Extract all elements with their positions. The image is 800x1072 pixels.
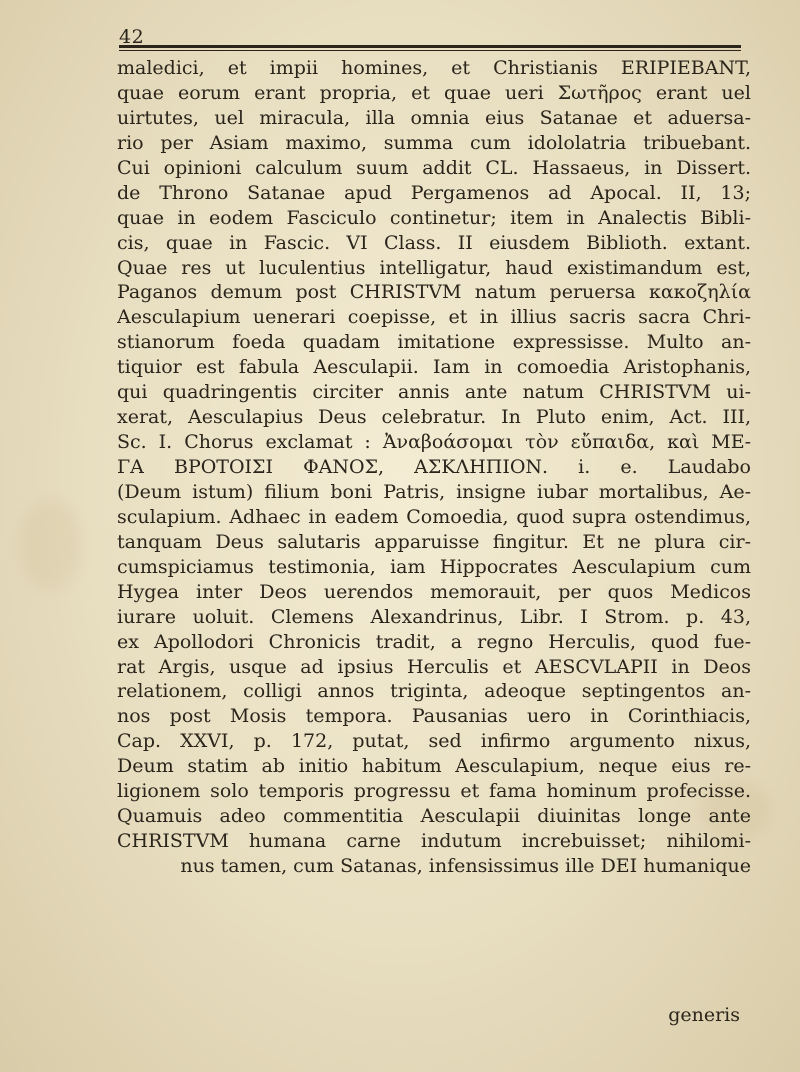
header-rule bbox=[119, 45, 741, 48]
text-line: (Deum istum) filium boni Patris, insigne iubar mortalibus, Ae- bbox=[117, 480, 751, 503]
text-line: qui quadringentis circiter annis ante natum CHRISTVM ui- bbox=[117, 381, 751, 404]
text-line: de Throno Satanae apud Pergamenos ad Apocal. II, 13; bbox=[117, 181, 751, 204]
text-line: stianorum foeda quadam imitatione expressisse. Multo an- bbox=[117, 331, 751, 354]
text-line: Deum statim ab initio habitum Aesculapium, neque eius re- bbox=[117, 755, 751, 778]
text-line: cumspiciamus testimonia, iam Hippocrates Aesculapium cum bbox=[117, 555, 751, 578]
text-line: quae in eodem Fasciculo continetur; item in Analectis Bibli- bbox=[117, 206, 751, 229]
text-line: rat Argis, usque ad ipsius Herculis et AESCVLAPII in Deos bbox=[117, 655, 751, 678]
text-line: iurare uoluit. Clemens Alexandrinus, Libr. I Strom. p. 43, bbox=[117, 605, 751, 628]
text-line: cis, quae in Fascic. VI Class. II eiusdem Biblioth. extant. bbox=[117, 231, 751, 254]
text-line: tiquior est fabula Aesculapii. Iam in comoedia Aristophanis, bbox=[117, 356, 751, 379]
text-line: Paganos demum post CHRISTVM natum peruersa κακοζηλία bbox=[117, 281, 751, 304]
text-line: Hygea inter Deos uerendos memorauit, per quos Medicos bbox=[117, 580, 751, 603]
text-line: xerat, Aesculapius Deus celebratur. In Pluto enim, Act. III, bbox=[117, 406, 751, 429]
text-line: CHRISTVM humana carne indutum increbuisset; nihilomi- bbox=[117, 830, 751, 853]
text-line: Cap. XXVI, p. 172, putat, sed infirmo argumento nixus, bbox=[117, 730, 751, 753]
text-line: ligionem solo temporis progressu et fama hominum profecisse. bbox=[117, 780, 751, 803]
text-line: tanquam Deus salutaris apparuisse fingitur. Et ne plura cir- bbox=[117, 530, 751, 553]
text-line: uirtutes, uel miracula, illa omnia eius Satanae et aduersa- bbox=[117, 106, 751, 129]
paper-stain bbox=[20, 500, 80, 590]
text-line: ΓΑ ΒΡΟΤΟΙΣΙ ΦΑΝΟΣ, ΑΣΚΛΗΠΙΟΝ. i. e. Laudabo bbox=[117, 456, 751, 478]
text-line: Sc. I. Chorus exclamat : Ἀναβοάσομαι τὸν εὔπαιδα, καὶ ΜΕ- bbox=[117, 431, 751, 454]
text-line: rio per Asiam maximo, summa cum idololatria tribuebant. bbox=[117, 131, 751, 154]
text-line: Quae res ut luculentius intelligatur, haud existimandum est, bbox=[117, 256, 751, 279]
text-line: Aesculapium uenerari coepisse, et in illius sacris sacra Chri- bbox=[117, 306, 751, 329]
catchword: generis bbox=[668, 1004, 740, 1026]
text-line: nus tamen, cum Satanas, infensissimus ille DEI humanique bbox=[180, 855, 751, 877]
text-line: Quamuis adeo commentitia Aesculapii diuinitas longe ante bbox=[117, 805, 751, 828]
text-line: maledici, et impii homines, et Christianis ERIPIEBANT, bbox=[117, 57, 751, 79]
text-line: nos post Mosis tempora. Pausanias uero in Corinthiacis, bbox=[117, 705, 751, 728]
text-line: quae eorum erant propria, et quae ueri Σωτῆρος erant uel bbox=[117, 81, 751, 104]
text-line: Cui opinioni calculum suum addit CL. Hassaeus, in Dissert. bbox=[117, 156, 751, 179]
page-number: 42 bbox=[119, 26, 145, 48]
body-text bbox=[117, 56, 751, 879]
text-line: sculapium. Adhaec in eadem Comoedia, quod supra ostendimus, bbox=[117, 505, 751, 528]
text-line: ex Apollodori Chronicis tradit, a regno Herculis, quod fue- bbox=[117, 630, 751, 653]
text-line: relationem, colligi annos triginta, adeoque septingentos an- bbox=[117, 680, 751, 703]
